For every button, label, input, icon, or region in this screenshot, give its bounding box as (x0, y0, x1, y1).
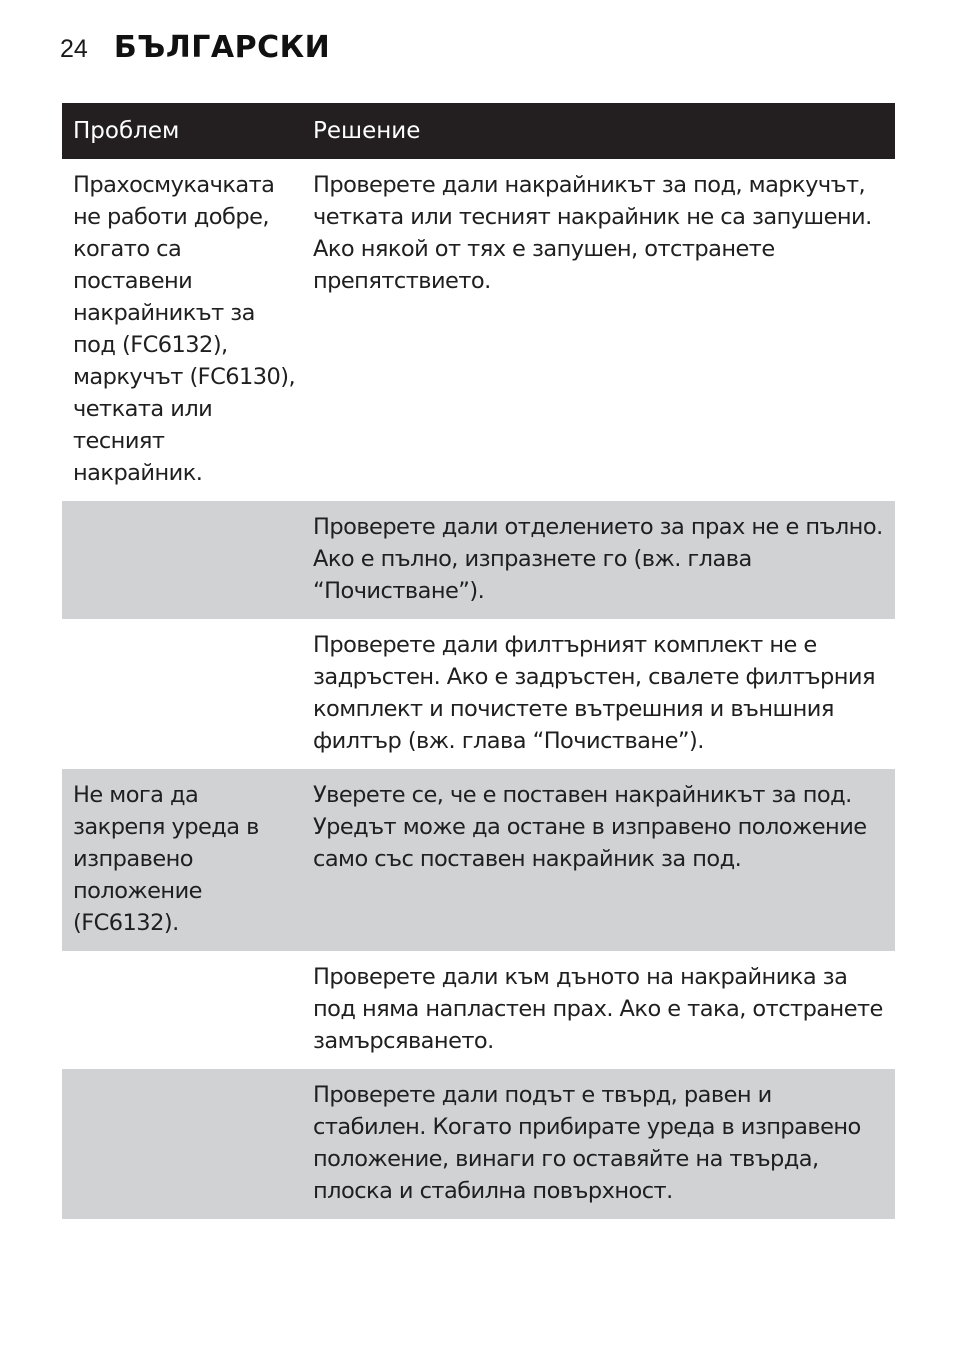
table-row (62, 159, 895, 501)
table-row (62, 619, 895, 769)
problem-cell (62, 619, 302, 769)
problem-cell: Не мога да закрепя уреда в изправено положение (FC6132). (62, 769, 302, 951)
solution-cell: Проверете дали към дъното на накрайника за под няма напластен прах. Ако е така, отстранете замърсяването. (313, 964, 883, 1054)
table-row (62, 501, 895, 619)
solution-cell: Проверете дали отделението за прах не е пълно. Ако е пълно, изпразнете го (вж. глава “Почистване”). (302, 501, 895, 619)
problem-cell (62, 501, 302, 619)
page-number: 24 (60, 35, 88, 63)
table-row (62, 951, 895, 1069)
problem-cell: Прахосмукачката не работи добре, когато са поставени накрайникът за под (FC6132), маркучът (FC6130), четката или тесният накрайник. (73, 172, 296, 486)
header-solution: Решение (302, 103, 895, 159)
table-row (62, 1069, 895, 1219)
page-header (60, 30, 330, 78)
page-title: БЪЛГАРСКИ (113, 30, 331, 65)
solution-cell: Проверете дали филтърният комплект не е задръстен. Ако е задръстен, свалете филтърния комплект и почистете вътрешния и външния филтър (вж. глава “Почистване”). (313, 632, 875, 754)
solution-cell: Уверете се, че е поставен накрайникът за под. Уредът може да остане в изправено положение само със поставен накрайник за под. (302, 769, 895, 951)
solution-cell: Проверете дали накрайникът за под, маркучът, четката или тесният накрайник не са запушени. Ако някой от тях е запушен, отстранете препятствието. (313, 172, 872, 294)
troubleshooting-table (62, 103, 895, 1219)
header-problem: Проблем (62, 103, 302, 159)
solution-cell: Проверете дали подът е твърд, равен и стабилен. Когато прибирате уреда в изправено положение, винаги го оставяйте на твърда, плоска и стабилна повърхност. (302, 1069, 895, 1219)
problem-cell (62, 951, 302, 1069)
problem-cell (62, 1069, 302, 1219)
table-header-row (62, 103, 895, 159)
table-row (62, 769, 895, 951)
